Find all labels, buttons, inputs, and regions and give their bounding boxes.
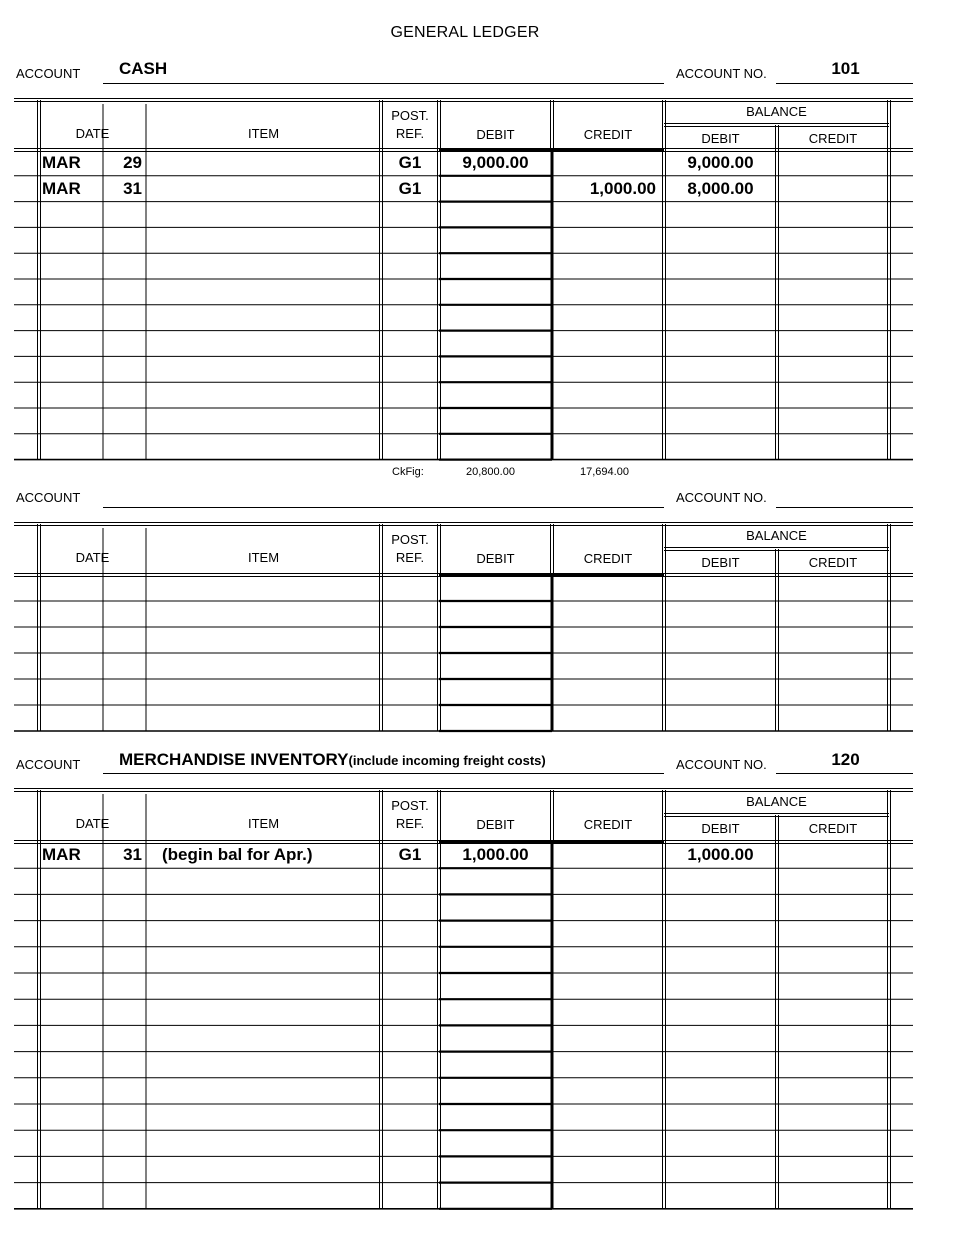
credit-header: CREDIT — [583, 127, 633, 142]
credit-header: CREDIT — [583, 551, 633, 566]
item-header: ITEM — [247, 550, 280, 565]
post-ref-header: POST. — [391, 108, 429, 123]
post-ref-header: POST. — [391, 798, 429, 813]
check-figure-debit: 20,800.00 — [466, 466, 515, 478]
balance-credit-header: CREDIT — [808, 555, 858, 570]
post-ref-header: REF. — [395, 550, 425, 565]
entry-post-ref: G1 — [398, 178, 422, 198]
entry-debit: 1,000.00 — [462, 845, 529, 864]
date-header: DATE — [75, 816, 110, 831]
debit-header: DEBIT — [476, 817, 515, 832]
balance-header: BALANCE — [746, 794, 807, 809]
debit-header: DEBIT — [476, 127, 515, 142]
entry-post-ref: G1 — [398, 153, 422, 172]
entry-day: 29 — [123, 153, 142, 172]
post-ref-header: REF. — [395, 126, 425, 141]
check-figure-credit: 17,694.00 — [580, 466, 629, 478]
entry-day: 31 — [123, 178, 142, 198]
account-note: (include incoming freight costs) — [348, 753, 546, 768]
account-label: ACCOUNT — [16, 490, 81, 505]
account-label: ACCOUNT — [16, 757, 81, 772]
entry-balance-debit: 1,000.00 — [687, 845, 754, 864]
date-header: DATE — [75, 550, 110, 565]
entry-item: (begin bal for Apr.) — [162, 845, 313, 864]
account-no-label: ACCOUNT NO. — [676, 66, 767, 81]
debit-header: DEBIT — [476, 551, 515, 566]
entry-credit: 1,000.00 — [589, 178, 656, 198]
entry-month: MAR — [42, 153, 81, 172]
account-number: 120 — [831, 750, 860, 769]
check-figure-label: CkFig: — [392, 466, 424, 478]
post-ref-header: POST. — [391, 532, 429, 547]
balance-header: BALANCE — [746, 528, 807, 543]
entry-debit: 9,000.00 — [462, 153, 529, 172]
account-label: ACCOUNT — [16, 66, 81, 81]
account-no-label: ACCOUNT NO. — [676, 490, 767, 505]
entry-day: 31 — [123, 845, 142, 864]
entry-month: MAR — [42, 178, 81, 198]
entry-post-ref: G1 — [398, 845, 422, 864]
balance-credit-header: CREDIT — [808, 821, 858, 836]
account-number: 101 — [831, 59, 860, 78]
page-title: GENERAL LEDGER — [390, 24, 540, 41]
post-ref-header: REF. — [395, 816, 425, 831]
item-header: ITEM — [247, 816, 280, 831]
account-name: CASH — [119, 59, 168, 78]
entry-month: MAR — [42, 845, 81, 864]
balance-debit-header: DEBIT — [701, 131, 740, 146]
credit-header: CREDIT — [583, 817, 633, 832]
date-header: DATE — [75, 126, 110, 141]
balance-credit-header: CREDIT — [808, 131, 858, 146]
balance-debit-header: DEBIT — [701, 555, 740, 570]
account-name: MERCHANDISE INVENTORY(include incoming freight costs) — [119, 750, 546, 769]
entry-balance-debit: 9,000.00 — [687, 153, 754, 172]
item-header: ITEM — [247, 126, 280, 141]
balance-debit-header: DEBIT — [701, 821, 740, 836]
entry-balance-debit: 8,000.00 — [687, 178, 754, 198]
balance-header: BALANCE — [746, 104, 807, 119]
account-no-label: ACCOUNT NO. — [676, 757, 767, 772]
